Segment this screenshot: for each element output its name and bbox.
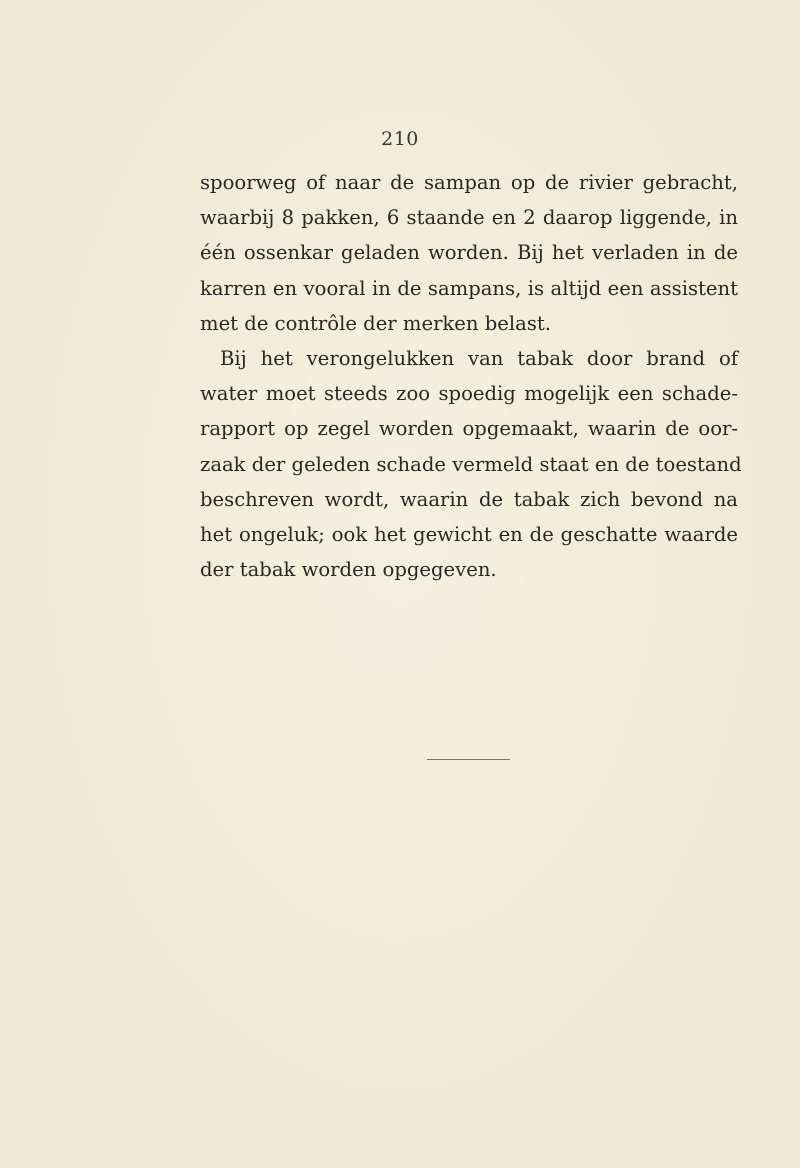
- text-line: zaak der geleden schade vermeld staat en de toestand: [200, 452, 742, 476]
- text-line: rapport op zegel worden opgemaakt, waarin de oor-: [200, 417, 738, 441]
- text-line: der tabak worden opgegeven.: [200, 558, 497, 582]
- text-line: karren en vooral in de sampans, is altijd een assistent: [200, 276, 738, 300]
- body-text: [200, 165, 742, 587]
- text-line: water moet steeds zoo spoedig mogelijk een schade-: [200, 382, 738, 406]
- paragraph-1: [200, 165, 738, 341]
- text-line: Bij het verongelukken van tabak door brand of: [220, 346, 738, 370]
- text-line: het ongeluk; ook het gewicht en de geschatte waarde: [200, 522, 738, 546]
- page-number: 210: [381, 128, 419, 150]
- text-line: één ossenkar geladen worden. Bij het verladen in de: [200, 241, 738, 265]
- paragraph-2: [200, 341, 742, 587]
- text-line: waarbij 8 pakken, 6 staande en 2 daarop liggende, in: [200, 206, 738, 230]
- text-line: beschreven wordt, waarin de tabak zich bevond na: [200, 487, 738, 511]
- text-line: spoorweg of naar de sampan op de rivier gebracht,: [200, 171, 738, 194]
- text-line: met de contrôle der merken belast.: [200, 311, 551, 335]
- end-rule: [427, 759, 510, 760]
